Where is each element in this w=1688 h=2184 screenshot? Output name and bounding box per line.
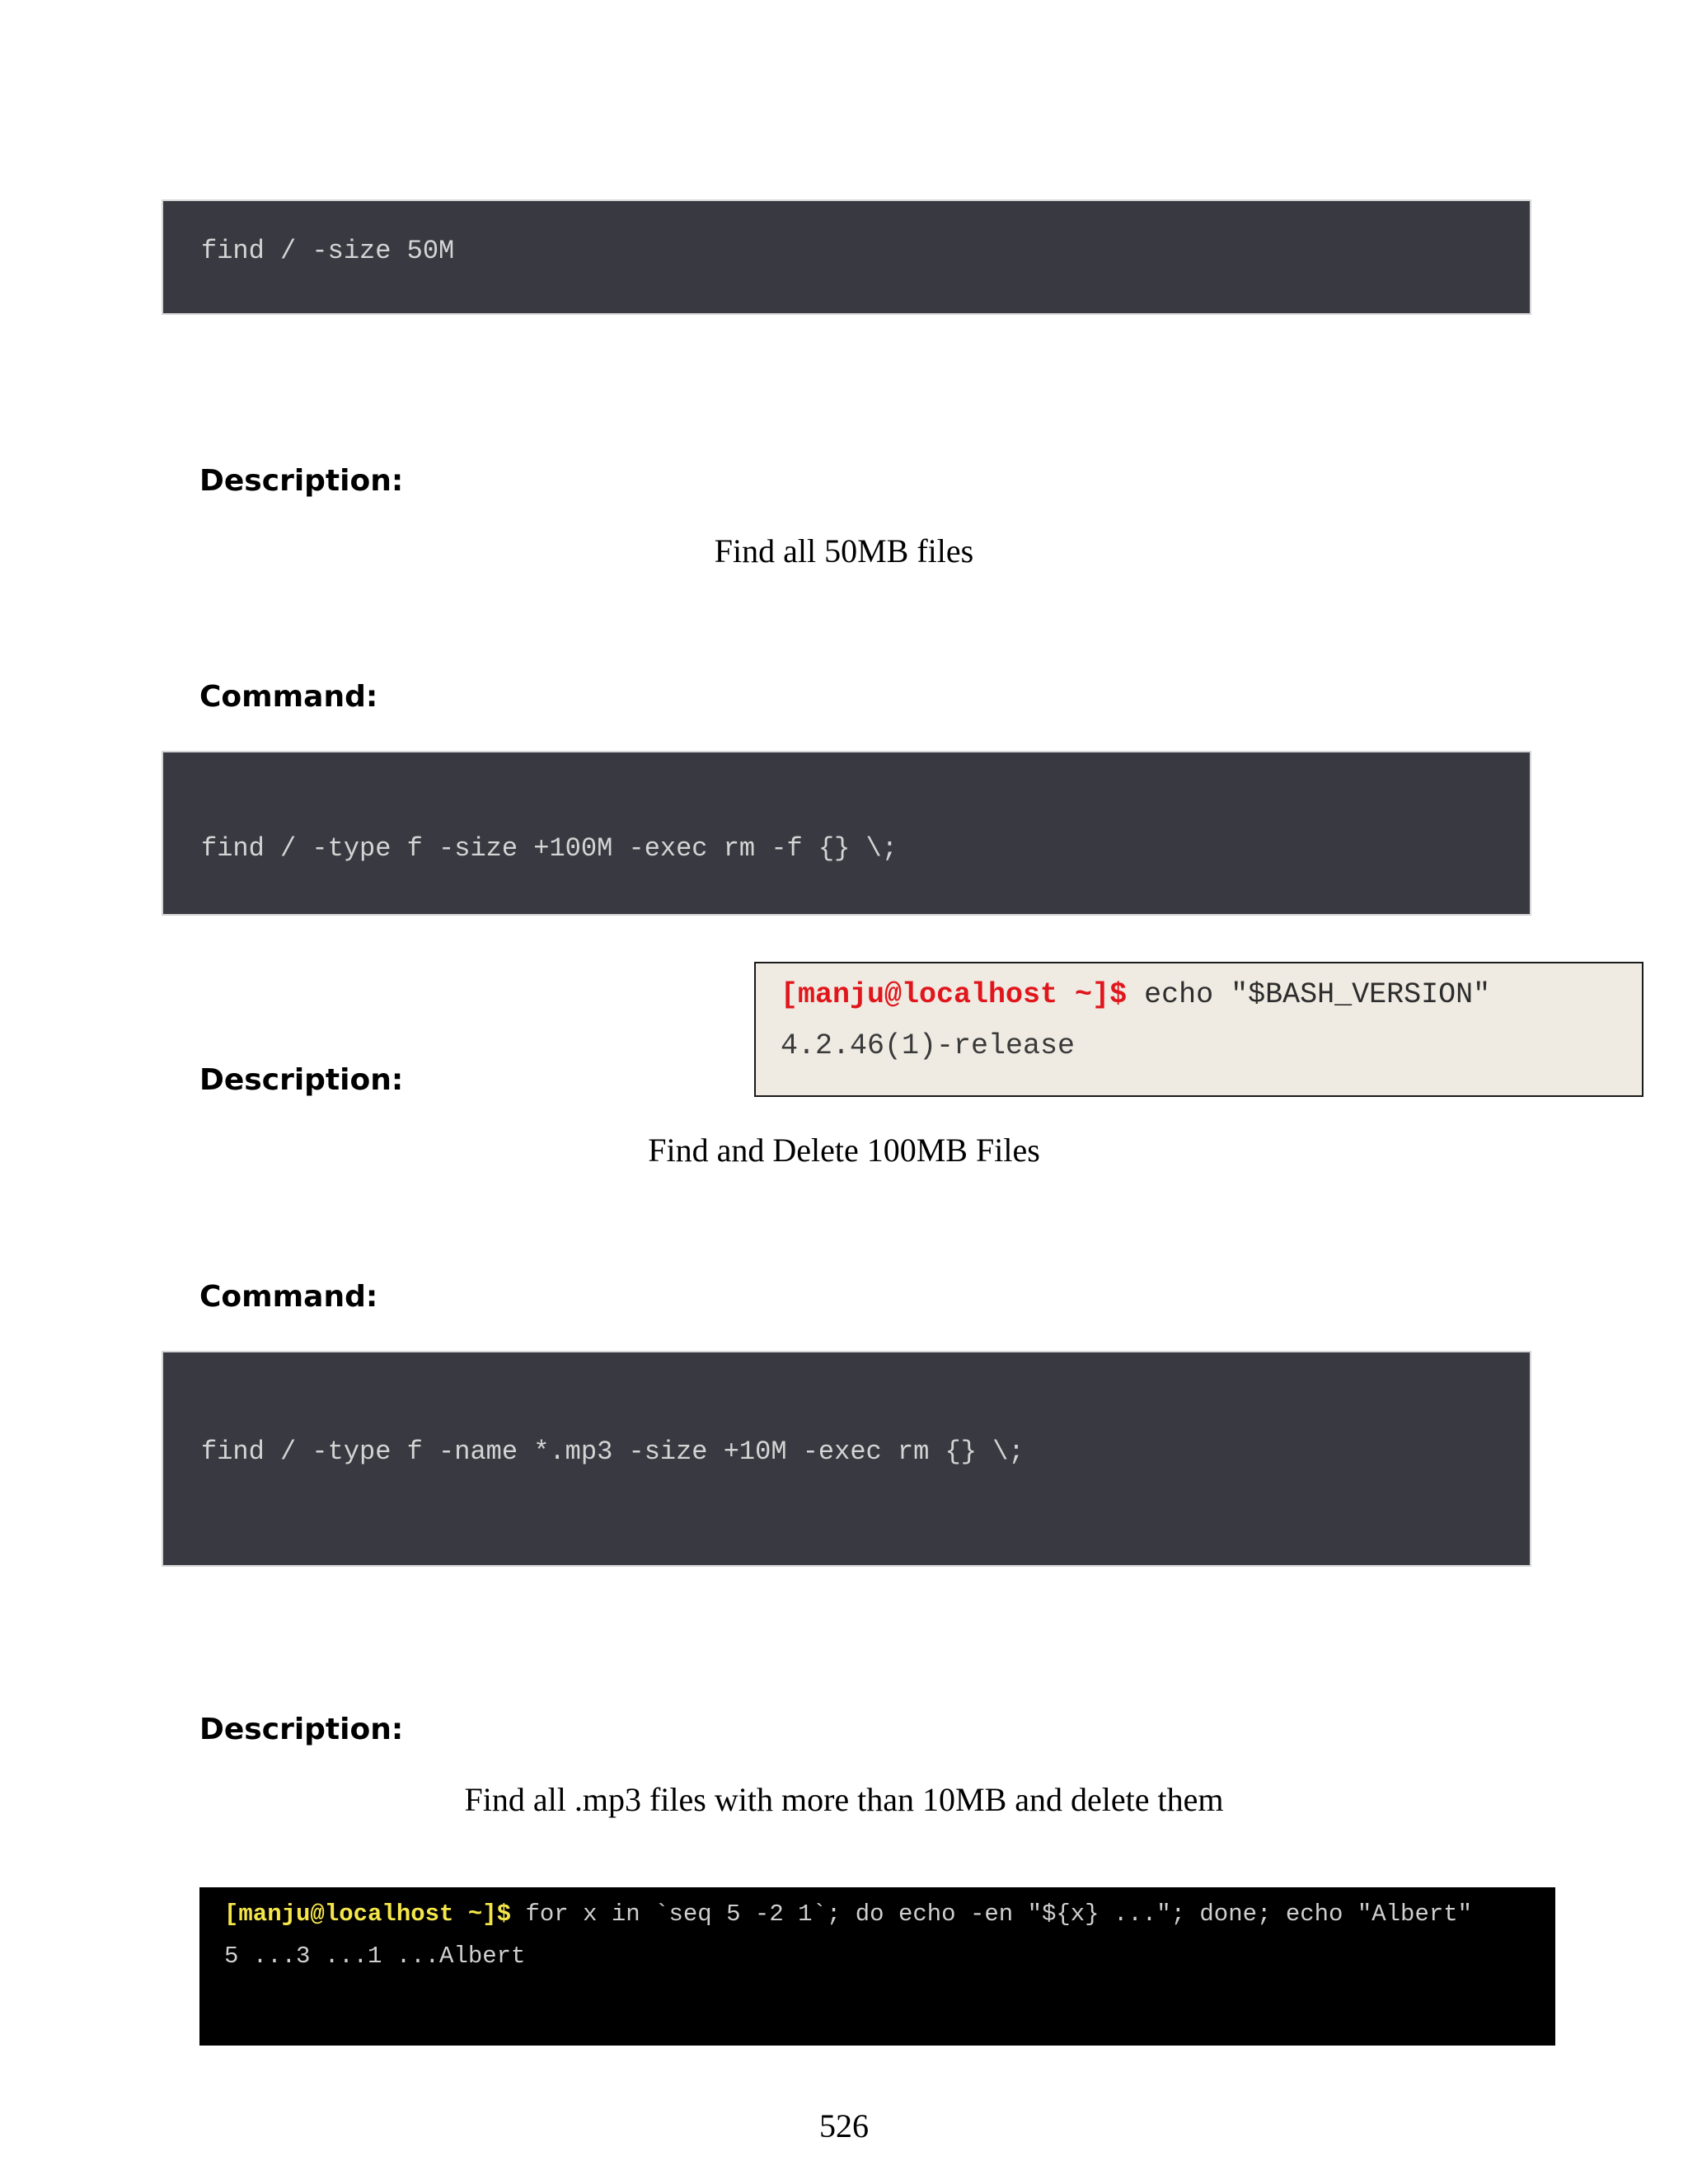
terminal-command: for x in `seq 5 -2 1`; do echo -en "${x} ..."; done; echo "Albert": [511, 1900, 1473, 1928]
description-text-2: Find and Delete 100MB Files: [648, 1132, 1040, 1169]
page-number: 526: [819, 2107, 869, 2144]
code-block-3: [162, 1351, 1531, 1567]
terminal-snippet-seq-loop: [199, 1887, 1555, 2046]
command-label-2: Command:: [199, 1280, 378, 1314]
terminal-prompt: [manju@localhost ~]$: [224, 1900, 512, 1928]
terminal-output: 5 ...3 ...1 ...Albert: [224, 1943, 526, 1970]
description-text-1: Find all 50MB files: [714, 532, 974, 569]
terminal-command-line: [224, 1900, 1472, 1928]
terminal-command: echo "$BASH_VERSION": [1127, 978, 1491, 1011]
description-label-1: Description:: [199, 464, 404, 498]
terminal-prompt: [manju@localhost ~]$: [781, 978, 1128, 1011]
terminal-snippet-bash-version: [754, 962, 1643, 1097]
command-label-1: Command:: [199, 680, 378, 714]
description-text-3: Find all .mp3 files with more than 10MB and delete them: [464, 1781, 1224, 1818]
code-line: find / -type f -name *.mp3 -size +10M -exec rm {} \;: [201, 1436, 1025, 1467]
code-block-2: [162, 751, 1531, 916]
code-block-1: [162, 199, 1531, 315]
terminal-command-line: [781, 978, 1490, 1011]
description-label-3: Description:: [199, 1713, 404, 1746]
terminal-output: 4.2.46(1)-release: [781, 1029, 1076, 1062]
code-line: find / -size 50M: [201, 236, 455, 266]
description-label-2: Description:: [199, 1063, 404, 1097]
code-line: find / -type f -size +100M -exec rm -f {} \;: [201, 833, 898, 864]
